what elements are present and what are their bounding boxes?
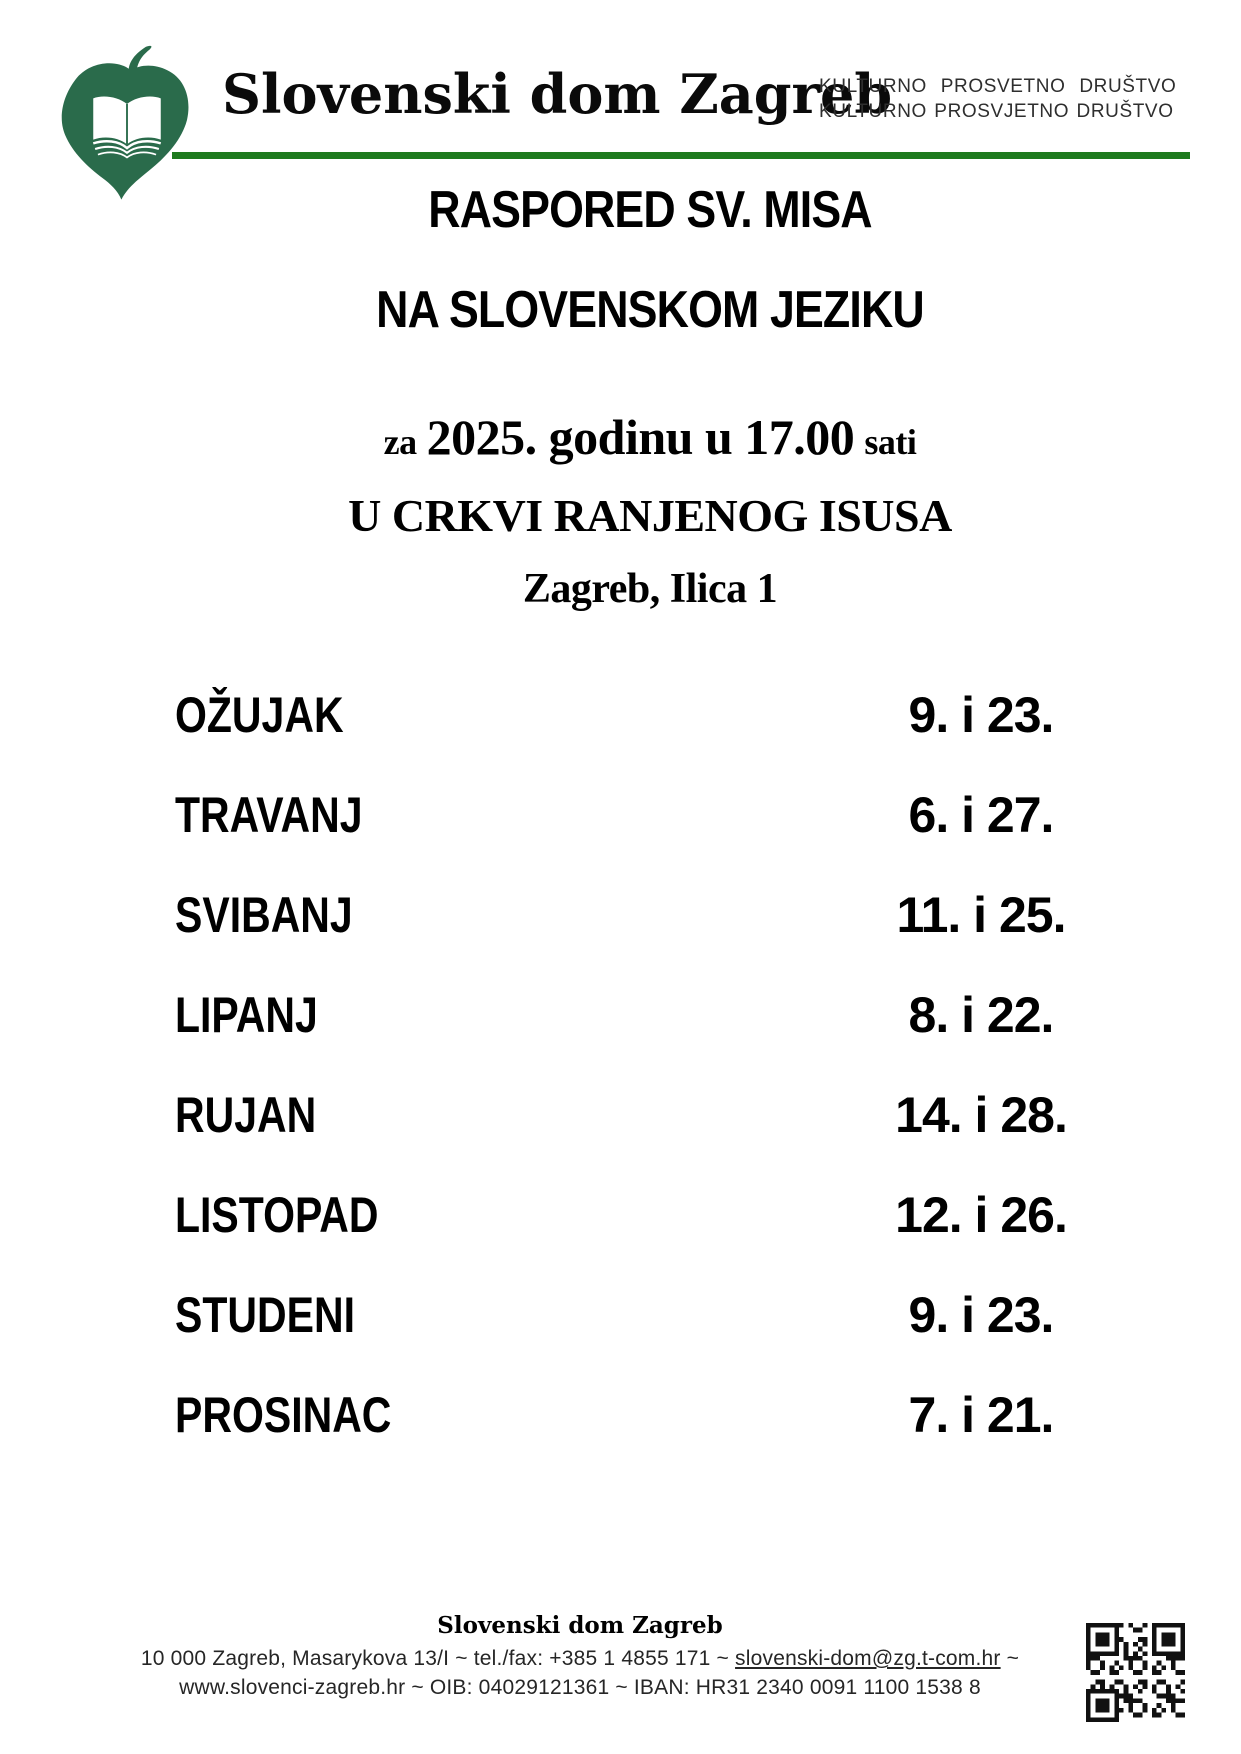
footer-address-tail: ~ bbox=[1000, 1647, 1020, 1670]
dates-value: 8. i 22. bbox=[908, 987, 1054, 1043]
footer-block bbox=[0, 1612, 1160, 1703]
schedule-row bbox=[175, 888, 1115, 942]
schedule-row bbox=[175, 688, 1115, 742]
main-title-line1: RASPORED SV. MISA bbox=[428, 181, 872, 239]
month-label: OŽUJAK bbox=[175, 687, 344, 743]
footer-contact-line bbox=[0, 1645, 1160, 1674]
schedule-row bbox=[175, 1088, 1115, 1142]
schedule-row bbox=[175, 1388, 1115, 1442]
main-title-line2: NA SLOVENSKOM JEZIKU bbox=[376, 281, 924, 340]
footer-address: 10 000 Zagreb, Masarykova 13/I ~ tel./fax: +385 1 4855 171 ~ bbox=[140, 1647, 736, 1670]
city-line: Zagreb, Ilica 1 bbox=[522, 565, 778, 612]
qr-code bbox=[1086, 1623, 1185, 1722]
schedule-row bbox=[175, 1288, 1115, 1342]
church-line: U CRKVI RANJENOG ISUSA bbox=[348, 490, 952, 542]
month-label: TRAVANJ bbox=[175, 787, 363, 843]
qr-code-svg bbox=[1086, 1623, 1185, 1722]
org-subtitle-croatian: KULTURNO PROSVJETNO DRUŠTVO bbox=[819, 101, 1174, 123]
org-subtitle-slovenian: KULTURNO PROSVETNO DRUŠTVO bbox=[819, 76, 1177, 97]
headline-block bbox=[170, 182, 1130, 612]
month-label: STUDENI bbox=[175, 1287, 355, 1343]
schedule-row bbox=[175, 788, 1115, 842]
dates-value: 11. i 25. bbox=[896, 887, 1066, 943]
time-prefix: za bbox=[383, 422, 417, 463]
dates-value: 6. i 27. bbox=[908, 787, 1054, 843]
dates-value: 14. i 28. bbox=[895, 1087, 1067, 1143]
month-label: RUJAN bbox=[175, 1087, 317, 1143]
organization-title: Slovenski dom Zagreb bbox=[222, 62, 893, 126]
footer-email-link[interactable]: slovenski-dom@zg.t-com.hr bbox=[735, 1647, 1001, 1670]
mass-schedule-list bbox=[175, 688, 1115, 1488]
footer-ids-line: www.slovenci-zagreb.hr ~ OIB: 04029121361 ~ IBAN: HR31 2340 0091 1100 1538 8 bbox=[179, 1675, 981, 1699]
month-label: LIPANJ bbox=[175, 987, 318, 1043]
time-main: 2025. godinu u 17.00 bbox=[426, 409, 855, 466]
dates-value: 9. i 23. bbox=[908, 687, 1054, 743]
dates-value: 12. i 26. bbox=[895, 1187, 1067, 1243]
schedule-row bbox=[175, 988, 1115, 1042]
dates-value: 9. i 23. bbox=[908, 1287, 1054, 1343]
time-suffix: sati bbox=[864, 422, 917, 463]
organization-subtitle bbox=[819, 74, 1191, 124]
month-label: PROSINAC bbox=[175, 1387, 392, 1443]
footer-organization-name: Slovenski dom Zagreb bbox=[437, 1612, 723, 1639]
month-label: SVIBANJ bbox=[175, 887, 353, 943]
schedule-row bbox=[175, 1188, 1115, 1242]
year-time-line bbox=[170, 410, 1130, 465]
green-divider-rule bbox=[172, 152, 1190, 159]
month-label: LISTOPAD bbox=[175, 1187, 379, 1243]
dates-value: 7. i 21. bbox=[908, 1387, 1054, 1443]
